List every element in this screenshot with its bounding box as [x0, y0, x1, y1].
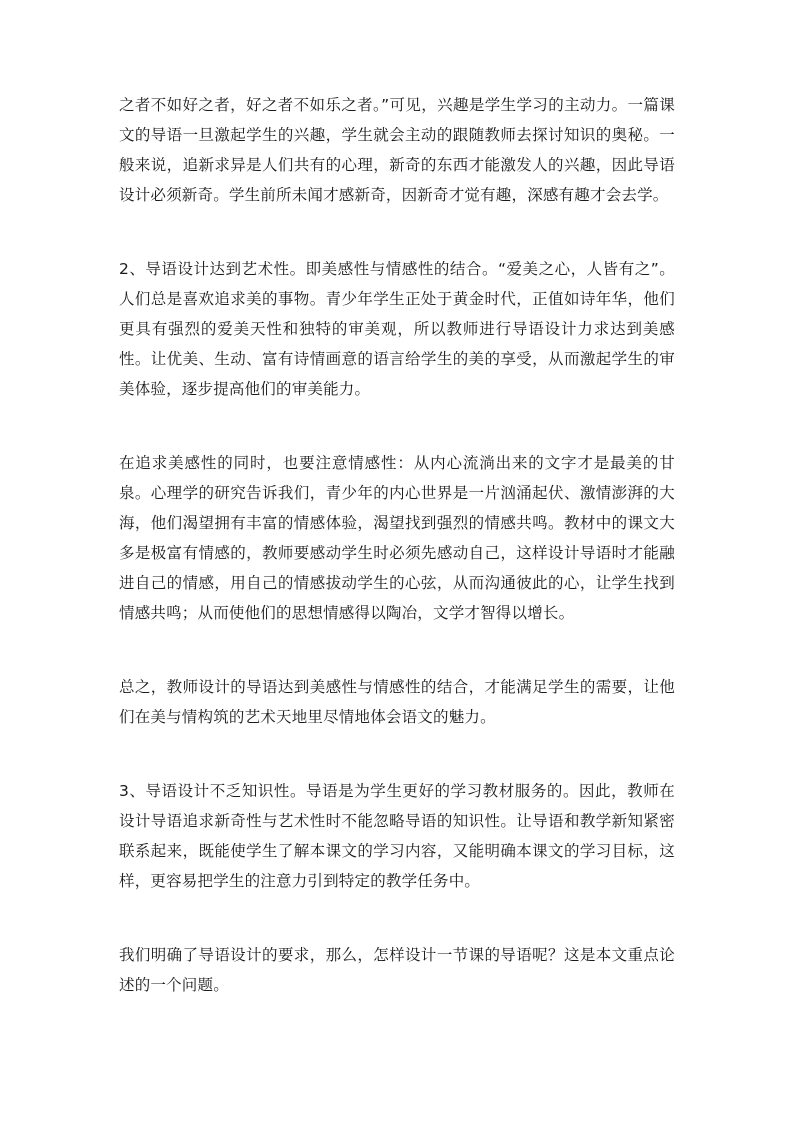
paragraph-artistry: 2、导语设计达到艺术性。即美感性与情感性的结合。“爱美之心，人皆有之”。人们总是喜欢追求美的事物。青少年学生正处于黄金时代，正值如诗年华，他们更具有强烈的爱美天性和独特的审美观，所以教师进行导语设计力求达到美感性。让优美、生动、富有诗情画意的语言给学生的美的享受，从而激起学生的审美体验，逐步提高他们的审美能力。 [119, 260, 675, 398]
paragraph-conclusion: 我们明确了导语设计的要求，那么，怎样设计一节课的导语呢？这是本文重点论述的一个问题。 [119, 946, 675, 994]
paragraph-emotion: 在追求美感性的同时，也要注意情感性：从内心流淌出来的文字才是最美的甘泉。心理学的研究告诉我们，青少年的内心世界是一片汹涌起伏、激情澎湃的大海，他们渴望拥有丰富的情感体验，渴望找到强烈的情感共鸣。教材中的课文大多是极富有情感的，教师要感动学生时必须先感动自己，这样设计导语时才能融进自己的情感，用自己的情感拔动学生的心弦，从而沟通彼此的心，让学生找到情感共鸣；从而使他们的思想情感得以陶冶，文学才智得以增长。 [119, 454, 675, 622]
paragraph-summary: 总之，教师设计的导语达到美感性与情感性的结合，才能满足学生的需要，让他们在美与情构筑的艺术天地里尽情地体会语文的魅力。 [119, 678, 675, 726]
paragraph-knowledge: 3、导语设计不乏知识性。导语是为学生更好的学习教材服务的。因此，教师在设计导语追求新奇性与艺术性时不能忽略导语的知识性。让导语和教学新知紧密联系起来，既能使学生了解本课文的学习内容，又能明确本课文的学习目标，这样，更容易把学生的注意力引到特定的教学任务中。 [119, 782, 675, 890]
document-body [119, 90, 675, 1000]
paragraph-interest: 之者不如好之者，好之者不如乐之者。”可见，兴趣是学生学习的主动力。一篇课文的导语一旦激起学生的兴趣，学生就会主动的跟随教师去探讨知识的奥秘。一般来说，追新求异是人们共有的心理，新奇的东西才能激发人的兴趣，因此导语设计必须新奇。学生前所未闻才感新奇，因新奇才觉有趣，深感有趣才会去学。 [119, 96, 675, 204]
